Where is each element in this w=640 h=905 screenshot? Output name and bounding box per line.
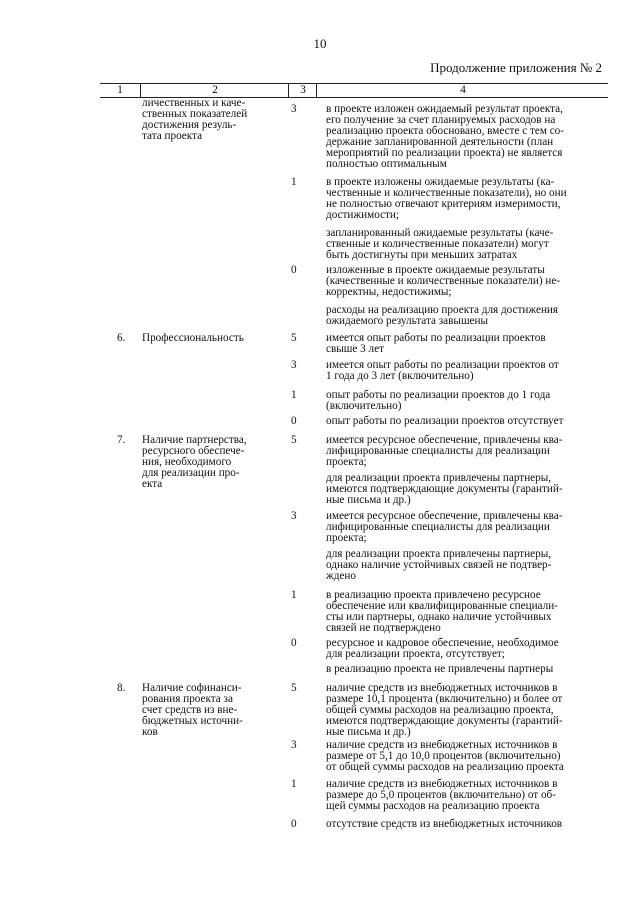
score-value: 3 bbox=[291, 103, 297, 115]
criterion-line: ния, необходимого bbox=[142, 456, 232, 468]
description-line: лифицированные специалисты для реализации bbox=[326, 521, 550, 533]
description-line: (качественные и количественные показатели) не- bbox=[326, 275, 561, 287]
description-line: ственные и количественные показатели) могут bbox=[326, 238, 549, 250]
score-description bbox=[326, 638, 607, 660]
criterion-name bbox=[142, 333, 264, 344]
description-line: реализацию проекта обосновано, вместе с тем со- bbox=[326, 125, 564, 137]
table-header-row bbox=[100, 83, 608, 98]
score-description bbox=[326, 177, 607, 221]
header-col-1: 1 bbox=[117, 84, 123, 96]
description-line: для реализации проекта привлечены партнеры, bbox=[326, 548, 552, 560]
description-line: наличие средств из внебюджетных источников в bbox=[326, 682, 558, 694]
description-line: полностью оптимальным bbox=[326, 158, 447, 170]
description-line: размере от 5,1 до 10,0 процентов (включительно) bbox=[326, 750, 561, 762]
score-description bbox=[326, 104, 607, 170]
criterion-number: 7. bbox=[117, 434, 126, 446]
description-line: имеется ресурсное обеспечение, привлечены ква- bbox=[326, 434, 563, 446]
page-number: 10 bbox=[313, 36, 327, 51]
score-description bbox=[326, 590, 607, 634]
criterion-line: личественных и каче- bbox=[142, 97, 246, 109]
description-line: проекта; bbox=[326, 456, 367, 468]
criterion-line: екта bbox=[142, 478, 163, 490]
description-line: опыт работы по реализации проектов отсутствует bbox=[326, 415, 564, 427]
description-line: размере до 5,0 процентов (включительно) от об- bbox=[326, 789, 556, 801]
score-description bbox=[326, 740, 607, 773]
score-description bbox=[326, 360, 607, 382]
score-value: 5 bbox=[291, 332, 297, 344]
criterion-name bbox=[142, 435, 264, 490]
description-line: лифицированные специалисты для реализации bbox=[326, 445, 550, 457]
score-value: 0 bbox=[291, 415, 297, 427]
score-value: 1 bbox=[291, 176, 297, 188]
criterion-line: достижения резуль- bbox=[142, 119, 237, 131]
description-line: имеется ресурсное обеспечение, привлечены ква- bbox=[326, 510, 563, 522]
criterion-line: для реализации про- bbox=[142, 467, 240, 479]
description-line: имеются подтверждающие документы (гарантий- bbox=[326, 715, 563, 727]
description-line: однако наличие устойчивых связей не подтвер- bbox=[326, 559, 552, 571]
criterion-name bbox=[142, 683, 264, 738]
description-line: 1 года до 3 лет (включительно) bbox=[326, 370, 474, 382]
criterion-line: тата проекта bbox=[142, 130, 203, 142]
criterion-line: ков bbox=[142, 726, 158, 738]
description-line: общей суммы расходов на реализацию проекта, bbox=[326, 704, 554, 716]
description-line: изложенные в проекте ожидаемые результаты bbox=[326, 264, 545, 276]
score-description bbox=[326, 265, 607, 298]
criterion-line: бюджетных источни- bbox=[142, 715, 243, 727]
criterion-line: Профессиональность bbox=[142, 332, 244, 344]
description-line: проекта; bbox=[326, 532, 367, 544]
criterion-line: ресурсного обеспече- bbox=[142, 445, 245, 457]
description-line: в проекте изложены ожидаемые результаты (ка- bbox=[326, 176, 555, 188]
score-description bbox=[326, 390, 607, 412]
description-line: опыт работы по реализации проектов до 1 года bbox=[326, 389, 551, 401]
score-value: 1 bbox=[291, 778, 297, 790]
score-description bbox=[326, 549, 607, 582]
score-value: 3 bbox=[291, 510, 297, 522]
score-value: 0 bbox=[291, 637, 297, 649]
description-line: запланированный ожидаемые результаты (каче- bbox=[326, 227, 554, 239]
description-line: размере 10,1 процента (включительно) и более от bbox=[326, 693, 563, 705]
score-value: 3 bbox=[291, 739, 297, 751]
description-line: для реализации проекта, отсутствует; bbox=[326, 648, 505, 660]
criterion-number: 6. bbox=[117, 332, 126, 344]
description-line: мероприятий по реализации проекта) не является bbox=[326, 147, 563, 159]
score-value: 0 bbox=[291, 818, 297, 830]
description-line: имеется опыт работы по реализации проектов от bbox=[326, 359, 559, 371]
criterion-continued bbox=[142, 98, 264, 142]
description-line: ные письма и др.) bbox=[326, 494, 411, 506]
description-line: не полностью отвечают критериям измеримости, bbox=[326, 198, 561, 210]
score-description bbox=[326, 435, 607, 468]
description-line: ожидаемого результата завышены bbox=[326, 315, 489, 327]
score-description bbox=[326, 228, 607, 261]
criterion-line: счет средств из вне- bbox=[142, 704, 238, 716]
description-line: наличие средств из внебюджетных источников в bbox=[326, 739, 558, 751]
score-description bbox=[326, 473, 607, 506]
criterion-number: 8. bbox=[117, 682, 126, 694]
criterion-line: Наличие софинанси- bbox=[142, 682, 242, 694]
score-description bbox=[326, 333, 607, 355]
description-line: (включительно) bbox=[326, 400, 402, 412]
description-line: в реализацию проекта привлечено ресурсное bbox=[326, 589, 541, 601]
description-line: ные письма и др.) bbox=[326, 726, 411, 738]
description-line: щей суммы расходов на реализацию проекта bbox=[326, 800, 540, 812]
description-line: чественные и количественные показатели), но они bbox=[326, 187, 567, 199]
description-line: быть достигнуты при меньших затратах bbox=[326, 249, 518, 261]
description-line: его получение за счет планируемых расходов на bbox=[326, 114, 556, 126]
description-line: наличие средств из внебюджетных источников в bbox=[326, 778, 558, 790]
score-description bbox=[326, 819, 607, 830]
description-line: имеются подтверждающие документы (гарантий- bbox=[326, 483, 563, 495]
score-description bbox=[326, 511, 607, 544]
criterion-line: рования проекта за bbox=[142, 693, 233, 705]
header-col-3: 3 bbox=[288, 84, 317, 97]
description-line: связей не подтверждено bbox=[326, 622, 441, 634]
score-value: 5 bbox=[291, 434, 297, 446]
description-line: расходы на реализацию проекта для достижения bbox=[326, 304, 559, 316]
description-line: держание запланированной деятельности (план bbox=[326, 136, 554, 148]
description-line: обеспечение или квалифицированные специали- bbox=[326, 600, 558, 612]
score-value: 1 bbox=[291, 589, 297, 601]
score-description bbox=[326, 683, 607, 738]
description-line: отсутствие средств из внебюджетных источников bbox=[326, 818, 563, 830]
description-line: свыше 3 лет bbox=[326, 343, 384, 355]
description-line: достижимости; bbox=[326, 209, 400, 221]
score-description bbox=[326, 416, 607, 427]
description-line: корректны, недостижимы; bbox=[326, 286, 452, 298]
score-description bbox=[326, 305, 607, 327]
description-line: в проекте изложен ожидаемый результат проекта, bbox=[326, 103, 563, 115]
description-line: от общей суммы расходов на реализацию проекта bbox=[326, 761, 564, 773]
description-line: для реализации проекта привлечены партнеры, bbox=[326, 472, 552, 484]
header-col-2: 2 bbox=[140, 84, 289, 97]
description-line: в реализацию проекта не привлечены партнеры bbox=[326, 663, 554, 675]
criterion-line: ственных показателей bbox=[142, 108, 248, 120]
criterion-line: Наличие партнерства, bbox=[142, 434, 247, 446]
score-value: 1 bbox=[291, 389, 297, 401]
description-line: ресурсное и кадровое обеспечение, необходимое bbox=[326, 637, 559, 649]
header-col-4: 4 bbox=[316, 84, 609, 97]
score-value: 5 bbox=[291, 682, 297, 694]
score-value: 3 bbox=[291, 359, 297, 371]
description-line: сты или партнеры, однако наличие устойчивых bbox=[326, 611, 552, 623]
score-value: 0 bbox=[291, 264, 297, 276]
score-description bbox=[326, 664, 607, 675]
description-line: имеется опыт работы по реализации проектов bbox=[326, 332, 546, 344]
appendix-continuation-note: Продолжение приложения № 2 bbox=[430, 60, 602, 75]
description-line: ждено bbox=[326, 570, 356, 582]
score-description bbox=[326, 779, 607, 812]
